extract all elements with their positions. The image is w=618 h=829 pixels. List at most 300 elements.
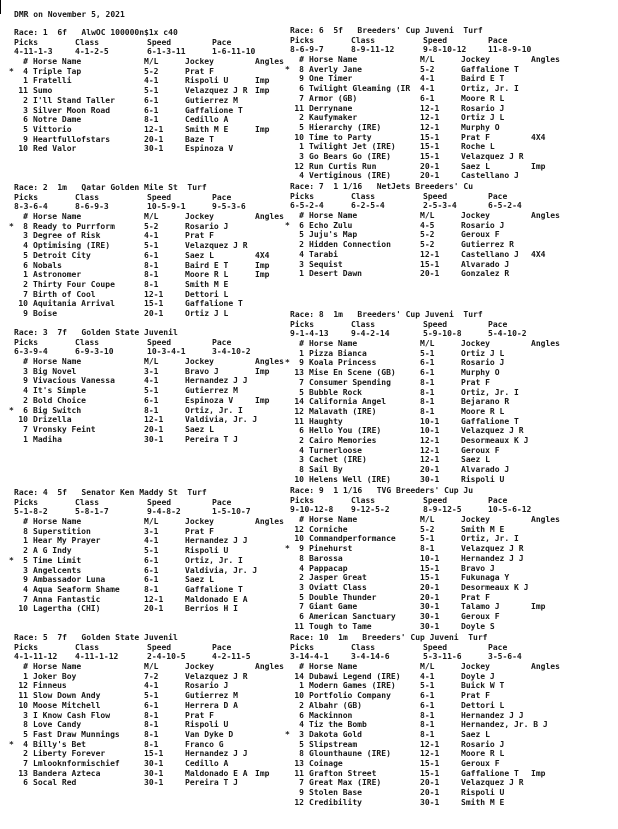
- horse-number: 1: [299, 348, 304, 358]
- jockey-name: Ortiz, Jr. I: [461, 84, 519, 94]
- page-title: DMR on November 5, 2021: [14, 10, 125, 19]
- jockey-name: Desormeaux K J: [461, 435, 529, 445]
- horse-header-row: [285, 662, 617, 672]
- picks-header-picks: Picks: [290, 495, 315, 505]
- jockey-name: Ortiz, Jr. I: [185, 405, 243, 415]
- angle-flag: 4X4: [531, 132, 546, 142]
- picks-header-speed: Speed: [147, 642, 172, 652]
- horse-number: 4: [23, 66, 28, 76]
- race-block: [285, 633, 617, 807]
- picks-header-speed: Speed: [147, 337, 172, 347]
- picks-value-speed: 8-9-12-5: [423, 505, 462, 515]
- horse-number: 5: [23, 555, 28, 565]
- horse-number: 11: [294, 416, 304, 426]
- horse-row: [285, 573, 617, 583]
- ml-odds: 4-1: [420, 671, 435, 681]
- ml-odds: 5-1: [420, 348, 435, 358]
- jockey-name: Velazquez J R: [461, 778, 524, 788]
- horse-number: 7: [23, 758, 28, 768]
- ml-odds: 30-1: [144, 434, 164, 444]
- picks-value-picks: 5-1-8-2: [14, 507, 48, 517]
- jockey-name: Moore R L: [461, 93, 505, 103]
- horse-name: Joker Boy: [33, 671, 77, 681]
- horse-number: 7: [299, 377, 304, 387]
- jockey-name: Smith M E: [185, 279, 229, 289]
- ml-odds: 12-1: [420, 122, 440, 132]
- horse-row: [285, 162, 617, 172]
- picks-values-row: [285, 505, 617, 515]
- horse-name: Desert Dawn: [309, 269, 362, 279]
- horse-name-header: Horse Name: [33, 357, 82, 367]
- horse-row: [285, 759, 617, 769]
- jockey-name: Dettori L: [185, 289, 229, 299]
- ml-odds: 5-1: [420, 681, 435, 691]
- horse-number: 6: [23, 115, 28, 125]
- ml-odds: 20-1: [420, 161, 440, 171]
- jockey-name: Alvarado J: [461, 465, 510, 474]
- number-column-header: #: [299, 662, 304, 672]
- angles-header: Angles: [255, 517, 284, 527]
- ml-odds: 5-1: [144, 86, 159, 96]
- ml-odds: 12-1: [144, 594, 164, 604]
- jockey-name: Roche L: [461, 142, 495, 152]
- horse-name: Helens Well (IRE): [309, 474, 391, 484]
- horse-number: 5: [23, 124, 28, 134]
- jockey-name: Gaffalione T: [461, 768, 519, 778]
- horse-name-header: Horse Name: [33, 57, 82, 67]
- picks-value-speed: 6-1-3-11: [147, 47, 186, 57]
- ml-odds: 8-1: [144, 729, 159, 739]
- ml-odds: 20-1: [420, 582, 440, 592]
- horse-name: Time Limit: [33, 555, 82, 565]
- horse-row: [285, 622, 617, 632]
- horse-name: Red Valor: [33, 144, 77, 154]
- horse-row: [285, 113, 617, 123]
- jockey-name: Murphy O: [461, 122, 500, 132]
- horse-number: 1: [299, 681, 304, 691]
- picks-value-picks: 4-1-11-12: [14, 652, 58, 662]
- horse-name: Thirty Four Coupe: [33, 279, 115, 289]
- ml-header: M/L: [420, 339, 435, 349]
- jockey-name: Talamo J: [461, 602, 500, 612]
- horse-name: Vronsky Feint: [33, 424, 96, 434]
- horse-row: [285, 554, 617, 564]
- jockey-name: Gaffalione T: [185, 299, 243, 309]
- jockey-name: Rosario J: [185, 681, 229, 691]
- angles-header: Angles: [255, 357, 284, 367]
- jockey-name: Velazquez J R: [185, 86, 248, 96]
- angle-flag: [531, 65, 617, 75]
- horse-name: Boise: [33, 308, 58, 318]
- horse-name: Love Candy: [33, 720, 82, 730]
- jockey-name: Saez L: [461, 161, 490, 171]
- top-pick-star: *: [9, 739, 14, 749]
- picks-header-class: Class: [75, 37, 100, 47]
- horse-name: Cachet (IRE): [309, 455, 367, 465]
- ml-odds: 15-1: [420, 259, 440, 269]
- jockey-name: Hernandez J J: [185, 536, 248, 546]
- jockey-name: Ortiz J L: [185, 308, 229, 318]
- horse-name: Juju's Map: [309, 230, 358, 240]
- horse-row: [285, 749, 617, 759]
- horse-row: [285, 269, 617, 279]
- ml-odds: 5-2: [420, 240, 435, 250]
- angle-flag: [255, 280, 341, 290]
- ml-odds: 10-1: [420, 553, 440, 563]
- horse-number: 2: [23, 749, 28, 759]
- horse-number: 2: [23, 279, 28, 289]
- horse-row: [285, 104, 617, 114]
- ml-odds: 3-1: [144, 526, 159, 536]
- horse-number: 11: [18, 691, 28, 701]
- picks-header-class: Class: [351, 495, 376, 505]
- picks-header-class: Class: [75, 642, 100, 652]
- angle-flag: [531, 397, 617, 407]
- horse-name: Notre Dame: [33, 115, 82, 125]
- jockey-name: Valdivia, Jr. J: [185, 565, 258, 575]
- horse-number: 3: [299, 151, 304, 161]
- horse-row: [9, 280, 341, 290]
- ml-odds: 6-1: [420, 700, 435, 710]
- horse-name: Dubawi Legend (IRE): [309, 671, 401, 681]
- picks-header-speed: Speed: [147, 37, 172, 47]
- horse-name: Run Curtis Run: [309, 161, 377, 171]
- horse-number: 5: [299, 122, 304, 132]
- angle-flag: [531, 525, 617, 535]
- horse-name: Detroit City: [33, 250, 91, 260]
- angle-flag: [531, 788, 617, 798]
- number-column-header: #: [23, 212, 28, 222]
- picks-header-speed: Speed: [423, 495, 448, 505]
- ml-odds: 5-2: [420, 230, 435, 240]
- picks-value-speed: 10-3-4-1: [147, 347, 186, 357]
- picks-header-speed: Speed: [423, 35, 448, 45]
- picks-value-class: 5-8-1-7: [75, 507, 109, 517]
- ml-odds: 12-1: [144, 415, 164, 425]
- picks-values-row: [285, 652, 617, 662]
- horse-name: Sequist: [309, 259, 343, 269]
- ml-odds: 12-1: [420, 435, 440, 445]
- angle-flag: Imp: [255, 768, 270, 778]
- horse-number: 1: [23, 536, 28, 546]
- ml-odds: 30-1: [420, 621, 440, 631]
- jockey-name: Rispoli U: [461, 788, 505, 797]
- angle-flag: [531, 407, 617, 417]
- ml-header: M/L: [144, 212, 159, 222]
- horse-name: Dakota Gold: [309, 729, 362, 739]
- race-block: [285, 182, 617, 279]
- ml-odds: 4-1: [144, 536, 159, 546]
- ml-odds: 4-1: [420, 74, 435, 84]
- horse-row: [285, 152, 617, 162]
- jockey-name: Prat F: [461, 132, 490, 142]
- ml-header: M/L: [420, 515, 435, 525]
- horse-row: [285, 407, 617, 417]
- jockey-name: Hernandez, Jr. B J: [461, 720, 548, 730]
- horse-name: Portfolio Company: [309, 691, 391, 701]
- ml-odds: 20-1: [144, 604, 164, 614]
- ml-odds: 5-1: [144, 241, 159, 251]
- horse-name: Mise En Scene (GB): [309, 368, 396, 378]
- angle-flag: [255, 299, 341, 309]
- angle-flag: [531, 798, 617, 808]
- number-column-header: #: [299, 211, 304, 221]
- ml-odds: 12-1: [420, 455, 440, 465]
- ml-odds: 12-1: [420, 445, 440, 455]
- horse-name: Tarabi: [309, 249, 338, 259]
- horse-number: 5: [299, 739, 304, 749]
- ml-odds: 6-1: [420, 93, 435, 103]
- horse-row: [285, 436, 617, 446]
- horse-row: [285, 583, 617, 593]
- ml-odds: 30-1: [420, 474, 440, 484]
- ml-odds: 12-1: [420, 113, 440, 123]
- jockey-header: Jockey: [185, 212, 214, 222]
- horse-row: [285, 612, 617, 622]
- jockey-name: Geroux F: [461, 758, 500, 768]
- horse-row: [285, 397, 617, 407]
- ml-odds: 6-1: [144, 395, 159, 405]
- horse-row: [9, 290, 341, 300]
- jockey-name: Buick W T: [461, 681, 505, 691]
- horse-name: Angelcents: [33, 565, 82, 575]
- horse-number: 8: [299, 64, 304, 74]
- picks-value-class: 6-9-3-10: [75, 347, 114, 357]
- jockey-name: Dettori L: [461, 700, 505, 710]
- horse-name: Double Thunder: [309, 592, 377, 602]
- horse-number: 2: [299, 435, 304, 445]
- ml-odds: 6-1: [144, 105, 159, 115]
- horse-name-header: Horse Name: [309, 211, 358, 221]
- horse-number: 4: [299, 249, 304, 259]
- race-title: Race: 1 6f AlwOC 100000n$1x c40: [14, 28, 178, 37]
- horse-number: 11: [294, 768, 304, 778]
- horse-row: [285, 465, 617, 475]
- horse-name: Finneus: [33, 681, 67, 691]
- ml-odds: 15-1: [420, 563, 440, 573]
- horse-name: Vittorio: [33, 124, 72, 134]
- horse-row: [285, 133, 617, 143]
- race-title: Race: 5 7f Golden State Juvenil: [14, 633, 178, 642]
- horse-name: Sumo: [33, 86, 53, 96]
- horse-number: 6: [23, 260, 28, 270]
- jockey-name: Doyle S: [461, 621, 495, 631]
- horse-name: Haughty: [309, 416, 343, 426]
- angle-flag: [531, 446, 617, 456]
- ml-odds: 6-1: [144, 700, 159, 710]
- horse-name: Time to Party: [309, 132, 372, 142]
- horse-row: [285, 798, 617, 808]
- ml-header: M/L: [144, 517, 159, 527]
- ml-odds: 5-2: [420, 524, 435, 534]
- horse-row: [285, 730, 617, 740]
- jockey-name: Geroux F: [461, 445, 500, 455]
- horse-row: [285, 230, 617, 240]
- horse-number: 9: [299, 544, 304, 554]
- jockey-name: Moore R L: [461, 406, 505, 416]
- picks-header-speed: Speed: [147, 497, 172, 507]
- ml-odds: 4-1: [144, 76, 159, 86]
- jockey-name: Valdivia, Jr. J: [185, 415, 258, 425]
- top-pick-star: *: [9, 405, 14, 415]
- horse-number: 7: [299, 602, 304, 612]
- ml-header: M/L: [144, 662, 159, 672]
- angles-header: Angles: [531, 55, 560, 65]
- angles-header: Angles: [255, 212, 284, 222]
- picks-header-pace: Pace: [488, 35, 508, 45]
- jockey-name: Maldonado E A: [185, 594, 248, 604]
- horse-name: Vertiginous (IRE): [309, 171, 391, 181]
- horse-number: 6: [299, 710, 304, 720]
- picks-value-pace: 11-8-9-10: [488, 45, 532, 55]
- horse-number: 2: [23, 95, 28, 105]
- horse-number: 7: [23, 594, 28, 604]
- horse-name: Koala Princess: [309, 358, 377, 368]
- picks-header-speed: Speed: [423, 319, 448, 329]
- horse-name: Hear My Prayer: [33, 536, 101, 546]
- horse-row: [285, 701, 617, 711]
- horse-number: 4: [299, 563, 304, 573]
- ml-odds: 8-1: [144, 720, 159, 730]
- ml-odds: 7-2: [144, 671, 159, 681]
- horse-name: Twilight Jet (IRE): [309, 142, 396, 152]
- angle-flag: Imp: [531, 161, 546, 171]
- jockey-name: Baird E T: [185, 260, 229, 270]
- horse-number: 6: [23, 405, 28, 415]
- picks-value-speed: 5-9-10-8: [423, 329, 462, 339]
- picks-value-picks: 6-3-9-4: [14, 347, 48, 357]
- angle-flag: [531, 84, 617, 94]
- horse-number: 4: [299, 445, 304, 455]
- horse-name: Oviatt Class: [309, 582, 367, 592]
- horse-number: 14: [294, 397, 304, 407]
- picks-value-class: 4-11-1-12: [75, 652, 119, 662]
- horse-name: Big Switch: [33, 405, 82, 415]
- jockey-name: Rosario J: [461, 220, 505, 230]
- angle-flag: [531, 475, 617, 485]
- ml-odds: 8-1: [144, 739, 159, 749]
- angle-flag: [531, 113, 617, 123]
- top-pick-star: *: [9, 555, 14, 565]
- horse-name: Liberty Forever: [33, 749, 106, 759]
- horse-name: Aqua Seaform Shame: [33, 584, 120, 594]
- angle-flag: Imp: [255, 86, 270, 96]
- horse-number: 10: [18, 700, 28, 710]
- jockey-name: Castellano J: [461, 249, 519, 259]
- top-pick-star: *: [285, 358, 290, 368]
- ml-odds: 4-1: [144, 376, 159, 386]
- horse-number: 6: [299, 220, 304, 230]
- jockey-name: Smith M E: [461, 797, 505, 807]
- jockey-name: Saez L: [461, 729, 490, 739]
- horse-name: Lmlooknformischief: [33, 758, 120, 768]
- picks-value-pace: 1-5-10-7: [212, 507, 251, 517]
- horse-number: 8: [23, 720, 28, 730]
- number-column-header: #: [23, 357, 28, 367]
- horse-row: [285, 534, 617, 544]
- jockey-name: Pereira T J: [185, 434, 238, 444]
- jockey-name: Franco G: [185, 739, 224, 749]
- horse-name: Superstition: [33, 526, 91, 536]
- angle-flag: [531, 436, 617, 446]
- horse-number: 3: [299, 455, 304, 465]
- ml-odds: 8-1: [144, 710, 159, 720]
- jockey-name: Desormeaux K J: [461, 582, 529, 592]
- jockey-name: Gaffalione T: [185, 105, 243, 115]
- ml-odds: 8-1: [144, 115, 159, 125]
- ml-odds: 6-1: [420, 368, 435, 378]
- picks-value-speed: 2-5-3-4: [423, 201, 457, 211]
- jockey-header: Jockey: [461, 55, 490, 65]
- ml-odds: 15-1: [420, 573, 440, 583]
- horse-row: [285, 672, 617, 682]
- number-column-header: #: [23, 57, 28, 67]
- horse-row: [285, 446, 617, 456]
- top-pick-star: *: [285, 220, 290, 230]
- angle-flag: [531, 573, 617, 583]
- picks-header-pace: Pace: [212, 642, 232, 652]
- horse-row: [285, 94, 617, 104]
- horse-number: 1: [23, 434, 28, 444]
- picks-value-speed: 5-3-11-6: [423, 652, 462, 662]
- horse-name: A G Indy: [33, 546, 72, 556]
- picks-header-picks: Picks: [14, 642, 39, 652]
- angle-flag: Imp: [255, 76, 270, 86]
- picks-values-row: [285, 201, 617, 211]
- horse-name: Fast Draw Munnings: [33, 729, 120, 739]
- ml-odds: 8-1: [144, 279, 159, 289]
- ml-odds: 5-2: [144, 66, 159, 76]
- horse-number: 1: [23, 671, 28, 681]
- angle-flag: [531, 123, 617, 133]
- horse-number: 4: [23, 584, 28, 594]
- jockey-name: Maldonado E A: [185, 768, 248, 778]
- angle-flag: [531, 534, 617, 544]
- ml-odds: 8-1: [420, 720, 435, 730]
- horse-name: Barossa: [309, 553, 343, 563]
- angle-flag: [531, 349, 617, 359]
- picks-header-picks: Picks: [14, 337, 39, 347]
- picks-header-class: Class: [351, 319, 376, 329]
- jockey-name: Rosario J: [461, 358, 505, 368]
- horse-name: Commandperformance: [309, 534, 396, 544]
- horse-name: Tough to Tame: [309, 621, 372, 631]
- ml-odds: 4-5: [420, 220, 435, 230]
- horse-name: Twilight Gleaming (IR: [309, 84, 411, 94]
- horse-name-header: Horse Name: [33, 212, 82, 222]
- angle-flag: [531, 681, 617, 691]
- picks-value-picks: 4-11-1-3: [14, 47, 53, 57]
- angle-flag: [531, 749, 617, 759]
- horse-number: 7: [299, 778, 304, 788]
- horse-name: Great Max (IRE): [309, 778, 382, 788]
- ml-odds: 30-1: [420, 602, 440, 612]
- jockey-name: Bravo J: [185, 366, 219, 376]
- horse-name: Billy's Bet: [33, 739, 86, 749]
- picks-value-class: 9-4-2-14: [351, 329, 390, 339]
- horse-row: [285, 240, 617, 250]
- horse-number: 3: [23, 565, 28, 575]
- picks-header-picks: Picks: [290, 319, 315, 329]
- angle-flag: Imp: [255, 260, 270, 270]
- race-block: [285, 26, 617, 181]
- horse-name-header: Horse Name: [309, 339, 358, 349]
- ml-header: M/L: [144, 357, 159, 367]
- horse-name: Cairo Memories: [309, 435, 377, 445]
- picks-header-pace: Pace: [488, 191, 508, 201]
- horse-number: 10: [18, 144, 28, 154]
- horse-number: 3: [23, 105, 28, 115]
